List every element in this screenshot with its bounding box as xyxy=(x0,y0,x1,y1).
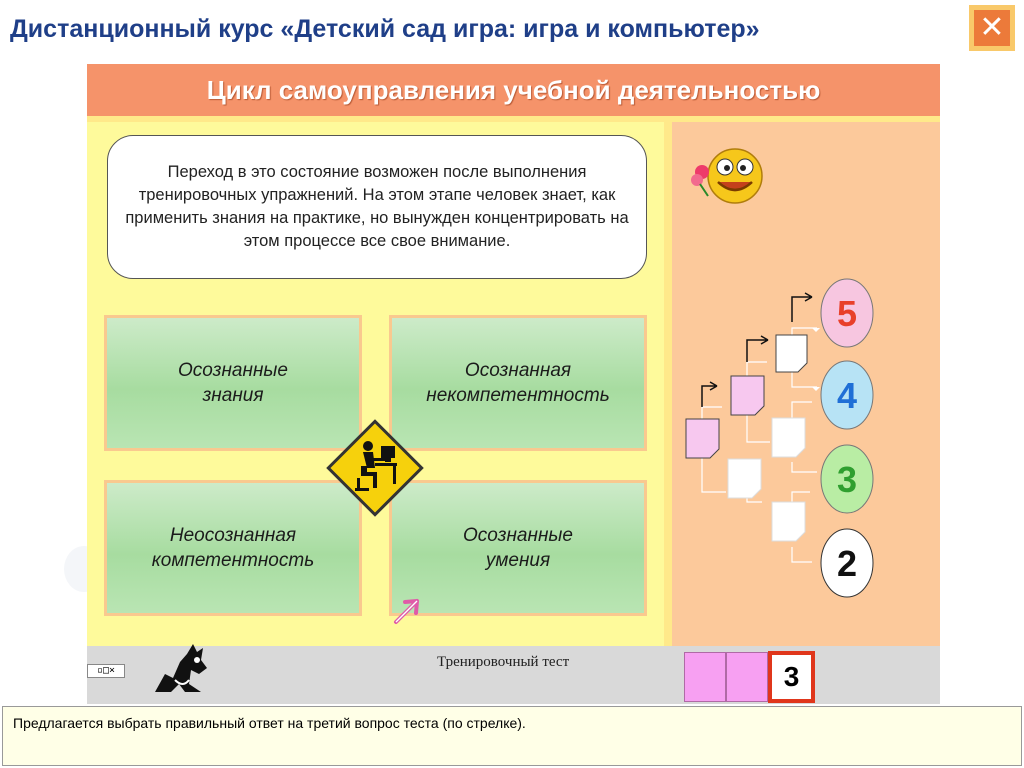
course-title: Дистанционный курс «Детский сад игра: игра и компьютер» xyxy=(10,15,760,43)
quadrant-label: Осознанные умения xyxy=(463,525,573,571)
grade-3-label: 3 xyxy=(836,459,858,500)
grade-5-label: 5 xyxy=(836,293,858,334)
caption-box xyxy=(2,706,1022,766)
quadrant-label: Осознанная некомпетентность xyxy=(426,360,610,406)
progress-staircase-diagram xyxy=(672,122,940,646)
answer-slot-1[interactable] xyxy=(684,652,726,702)
description-box xyxy=(107,135,647,279)
quadrant-label: Осознанные знания xyxy=(178,360,288,406)
close-button[interactable] xyxy=(969,5,1015,51)
slide-title: Цикл самоуправления учебной деятельностью xyxy=(206,74,821,105)
grade-4-label: 4 xyxy=(836,375,858,416)
cartoon-cat-icon xyxy=(145,634,215,696)
slide xyxy=(87,64,940,704)
bottom-strip xyxy=(87,646,940,704)
grade-2-label: 2 xyxy=(836,543,858,584)
close-icon[interactable]: ✕ xyxy=(974,10,1010,46)
slide-banner xyxy=(87,64,940,116)
caption-text: Предлагается выбрать правильный ответ на третий вопрос теста (по стрелке). xyxy=(13,715,526,731)
answer-slot-2[interactable] xyxy=(726,652,768,702)
computer-user-sign-icon xyxy=(323,416,427,520)
quadrant-conscious-incompetence[interactable] xyxy=(389,315,647,451)
window-controls[interactable]: ▫□× xyxy=(87,664,125,678)
quadrant-conscious-skills[interactable] xyxy=(389,480,647,616)
description-text: Переход в это состояние возможен после выполнения тренировочных упражнений. На этом этапе человек знает, как применить знания на практике, но вынужден концентрировать на этом процессе все свое внимание. xyxy=(125,163,629,250)
quadrant-label: Неосознанная компетентность xyxy=(151,525,315,571)
smiley-icon xyxy=(691,149,762,203)
pointer-arrow-icon xyxy=(393,595,423,625)
header-bar xyxy=(0,0,1024,58)
training-test-label: Тренировочный тест xyxy=(437,654,570,670)
current-question-box[interactable]: 3 xyxy=(768,651,815,703)
